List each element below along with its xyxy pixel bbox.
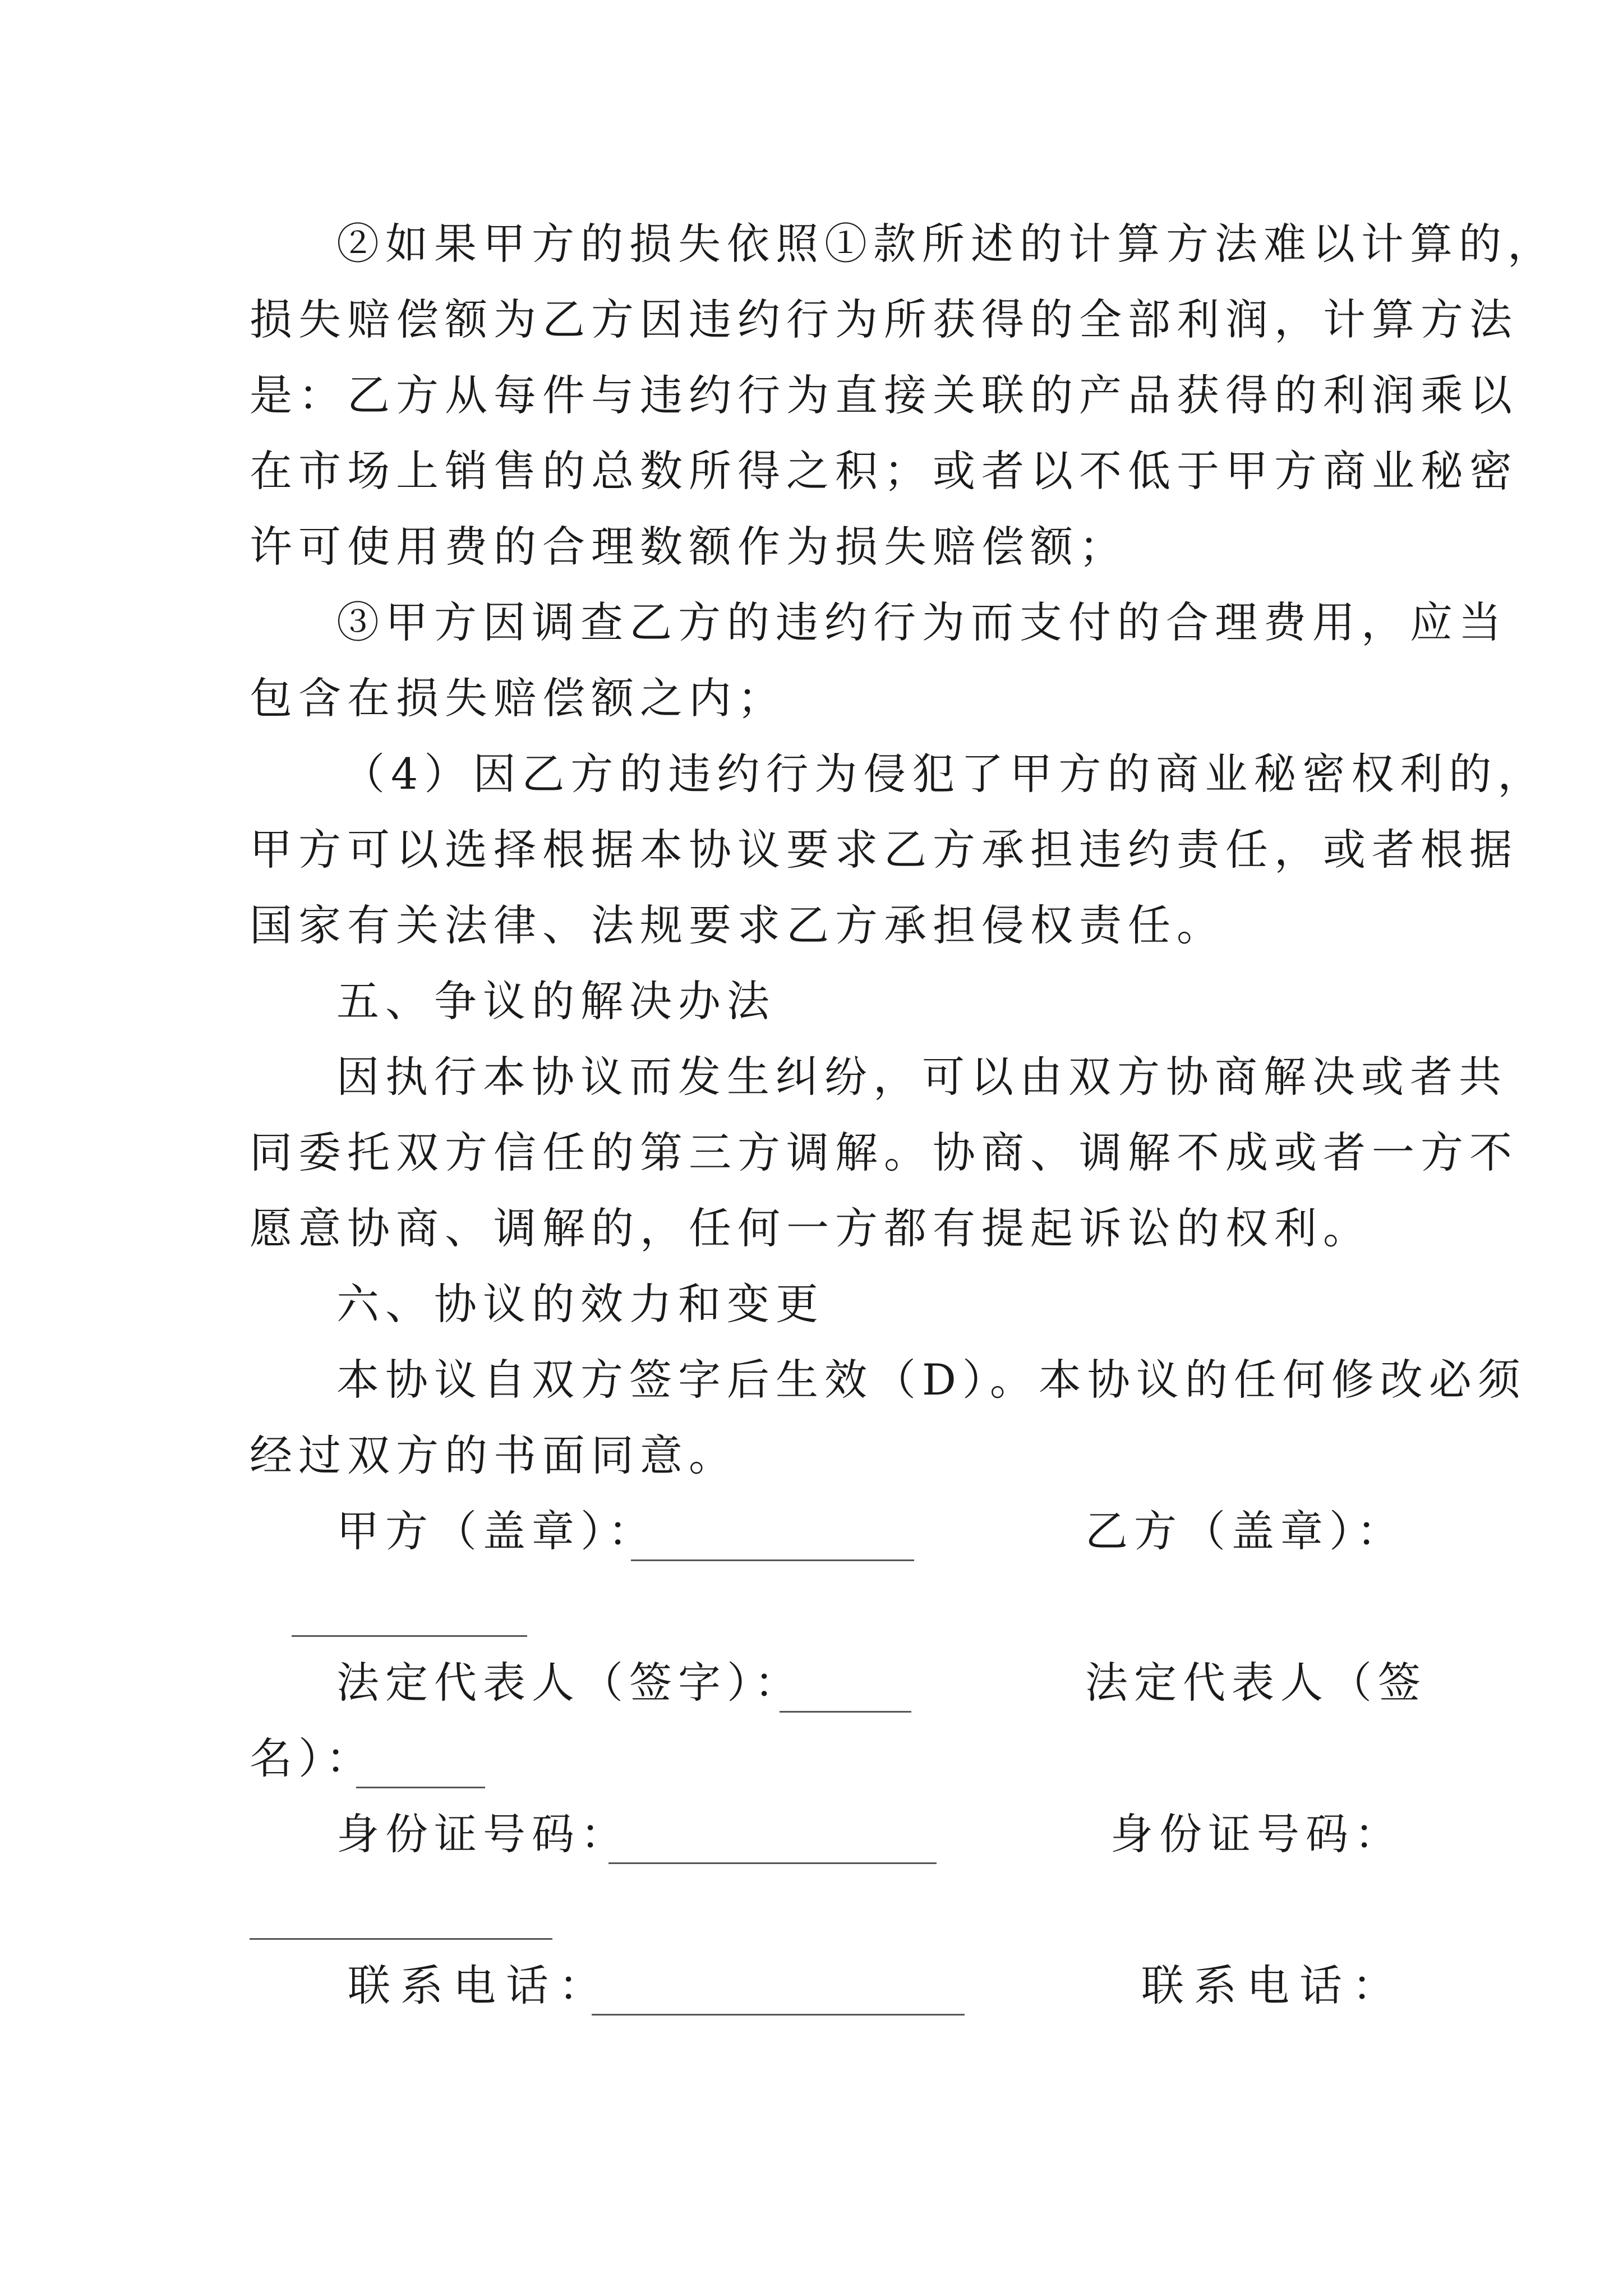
- id-a-label: 身份证号码：: [336, 1809, 629, 1859]
- section-heading-dispute: 五、争议的解决办法: [336, 976, 776, 1026]
- phone-b-label: 联系电话：: [1141, 1961, 1405, 2010]
- party-b-seal-blank: [292, 1635, 527, 1637]
- id-b-blank: [250, 1938, 552, 1940]
- id-a-blank: [608, 1862, 937, 1864]
- paragraph-line: 愿意协商、调解的，任何一方都有提起诉讼的权利。: [250, 1203, 1372, 1253]
- phone-a-blank: [592, 2014, 965, 2016]
- id-b-label: 身份证号码：: [1110, 1809, 1403, 1859]
- paragraph-line: 因执行本协议而发生纠纷，可以由双方协商解决或者共: [336, 1052, 1507, 1102]
- party-a-seal-label: 甲方（盖章）：: [336, 1506, 657, 1556]
- paragraph-line: 国家有关法律、法规要求乙方承担侵权责任。: [250, 900, 1225, 950]
- paragraph-line: （4）因乙方的违约行为侵犯了甲方的商业秘密权利的，: [342, 749, 1547, 799]
- rep-b-blank: [356, 1787, 485, 1788]
- paragraph-line: 本协议自双方签字后生效（D）。本协议的任何修改必须: [336, 1355, 1527, 1405]
- paragraph-line: 包含在损失赔偿额之内；: [250, 673, 786, 723]
- paragraph-line: 甲方可以选择根据本协议要求乙方承担违约责任，或者根据: [250, 825, 1518, 875]
- paragraph-line: 在市场上销售的总数所得之积；或者以不低于甲方商业秘密: [250, 446, 1518, 496]
- paragraph-line: 许可使用费的合理数额作为损失赔偿额；: [250, 522, 1128, 572]
- phone-a-label: 联系电话：: [348, 1961, 611, 2010]
- paragraph-line: 是：乙方从每件与违约行为直接关联的产品获得的利润乘以: [250, 370, 1518, 420]
- paragraph-line: 损失赔偿额为乙方因违约行为所获得的全部利润，计算方法: [250, 295, 1518, 344]
- paragraph-line: ②如果甲方的损失依照①款所述的计算方法难以计算的，: [336, 219, 1556, 269]
- rep-b-label-cont: 名）：: [250, 1733, 375, 1783]
- paragraph-line: 同委托双方信任的第三方调解。协商、调解不成或者一方不: [250, 1128, 1518, 1177]
- paragraph-line: ③甲方因调查乙方的违约行为而支付的合理费用，应当: [336, 597, 1507, 647]
- paragraph-line: 经过双方的书面同意。: [250, 1430, 737, 1480]
- section-heading-validity: 六、协议的效力和变更: [336, 1279, 824, 1329]
- party-b-seal-label: 乙方（盖章）：: [1085, 1506, 1405, 1556]
- rep-b-label: 法定代表人（签: [1085, 1658, 1427, 1708]
- rep-a-label: 法定代表人（签字）：: [336, 1658, 803, 1708]
- party-a-seal-blank: [631, 1559, 914, 1561]
- rep-a-blank: [780, 1711, 911, 1713]
